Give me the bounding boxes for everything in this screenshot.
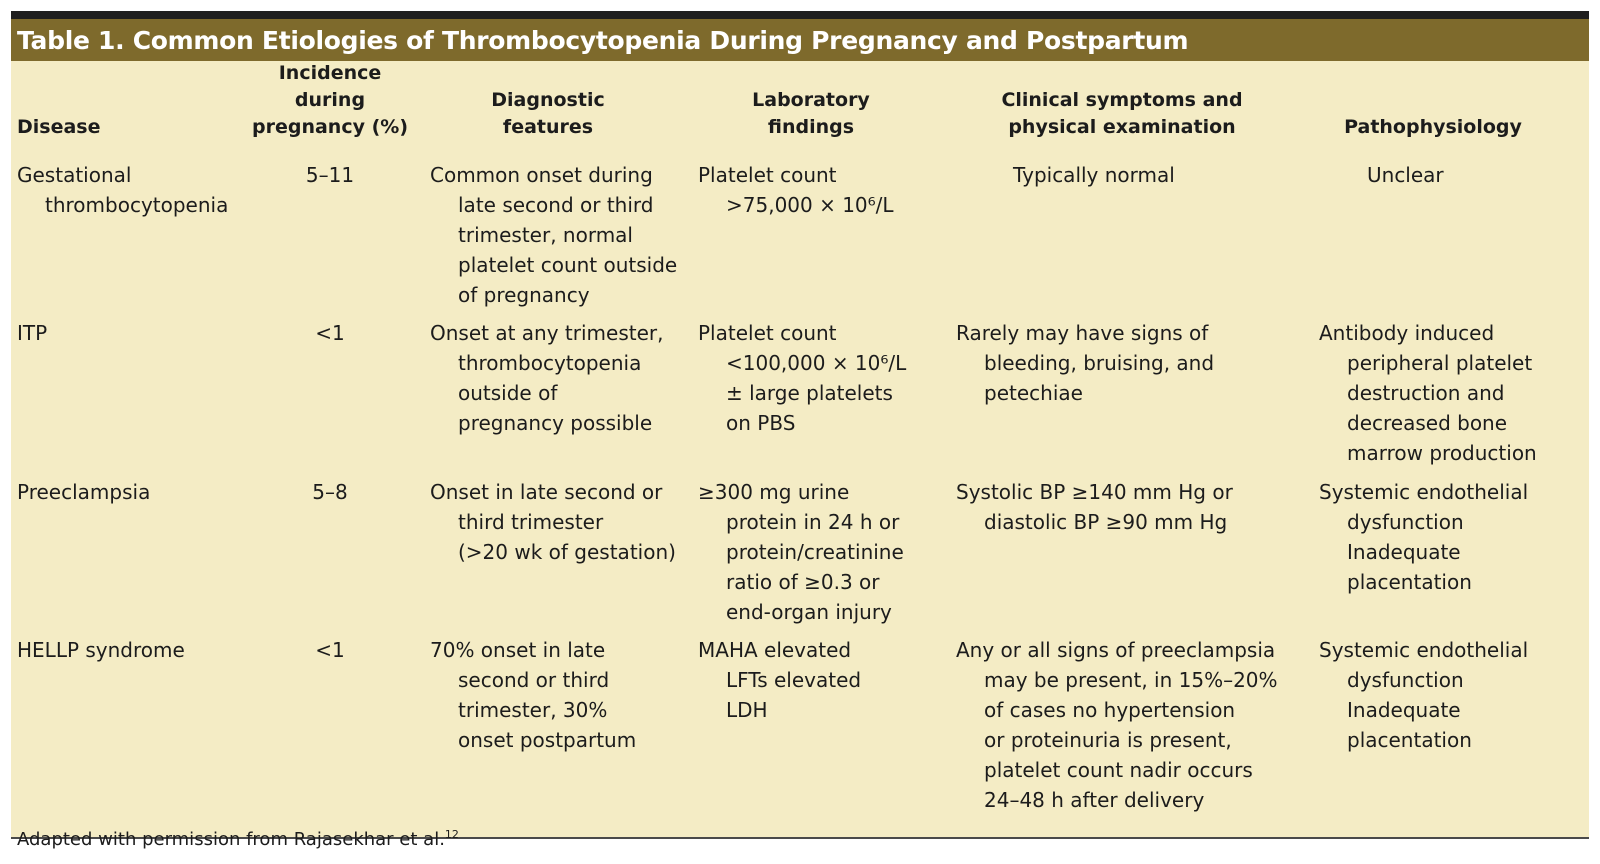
cell-line: protein in 24 h or bbox=[726, 510, 900, 534]
cell-line: petechiae bbox=[984, 381, 1083, 405]
cell-laboratory bbox=[698, 635, 946, 725]
cell-line: third trimester bbox=[458, 510, 604, 534]
cell-line: Inadequate bbox=[1347, 698, 1461, 722]
cell-laboratory bbox=[698, 160, 946, 220]
cell-diagnostic bbox=[430, 160, 698, 310]
cell-incidence bbox=[240, 477, 420, 507]
cell-line: Systemic endothelial bbox=[1319, 480, 1529, 504]
cell-line: bleeding, bruising, and bbox=[984, 351, 1215, 375]
cell-line: of pregnancy bbox=[458, 283, 590, 307]
cell-line: 5–11 bbox=[305, 163, 355, 187]
cell-line: placentation bbox=[1347, 570, 1472, 594]
cell-line: Systolic BP ≥140 mm Hg or bbox=[956, 480, 1233, 504]
cell-line: diastolic BP ≥90 mm Hg bbox=[984, 510, 1228, 534]
cell-line: MAHA elevated bbox=[698, 638, 852, 662]
cell-line: Typically normal bbox=[1013, 163, 1175, 187]
cell-incidence bbox=[240, 318, 420, 348]
cell-pathophysiology bbox=[1319, 635, 1587, 755]
cell-line: dysfunction bbox=[1347, 510, 1464, 534]
cell-line: Platelet count bbox=[698, 321, 837, 345]
cell-clinical bbox=[956, 635, 1316, 815]
cell-line: Onset at any trimester, bbox=[430, 321, 664, 345]
cell-laboratory bbox=[698, 318, 946, 438]
cell-line: onset postpartum bbox=[458, 728, 637, 752]
cell-line: HELLP syndrome bbox=[17, 638, 185, 662]
cell-laboratory bbox=[698, 477, 946, 627]
cell-line: ≥300 mg urine bbox=[698, 480, 850, 504]
cell-line: 24–48 h after delivery bbox=[984, 788, 1205, 812]
cell-line: trimester, 30% bbox=[458, 698, 608, 722]
cell-line: 5–8 bbox=[312, 480, 348, 504]
cell-pathophysiology bbox=[1319, 318, 1587, 468]
footnote-reference: 12 bbox=[444, 828, 459, 841]
cell-line: second or third bbox=[458, 668, 610, 692]
cell-line: placentation bbox=[1347, 728, 1472, 752]
cell-line: on PBS bbox=[726, 411, 796, 435]
cell-clinical bbox=[956, 477, 1316, 537]
cell-line: <1 bbox=[315, 638, 345, 662]
table-title: Table 1. Common Etiologies of Thrombocytopenia During Pregnancy and Postpartum bbox=[17, 26, 1189, 55]
cell-line: dysfunction bbox=[1347, 668, 1464, 692]
cell-line: late second or third bbox=[458, 193, 654, 217]
cell-line: may be present, in 15%–20% bbox=[984, 668, 1278, 692]
header-clinical: Clinical symptoms and physical examination bbox=[1001, 89, 1243, 138]
cell-line: marrow production bbox=[1347, 441, 1537, 465]
cell-line: LDH bbox=[726, 698, 768, 722]
cell-line: Rarely may have signs of bbox=[956, 321, 1209, 345]
cell-line: thrombocytopenia bbox=[458, 351, 642, 375]
header-pathophysiology: Pathophysiology bbox=[1344, 116, 1522, 138]
cell-line: Systemic endothelial bbox=[1319, 638, 1529, 662]
cell-line: Inadequate bbox=[1347, 540, 1461, 564]
title-bar bbox=[11, 19, 1589, 61]
cell-incidence bbox=[240, 635, 420, 665]
cell-disease bbox=[17, 635, 242, 665]
cell-line: Preeclampsia bbox=[17, 480, 151, 504]
header-disease: Disease bbox=[17, 116, 101, 138]
cell-line: ± large platelets bbox=[726, 381, 893, 405]
cell-line: 70% onset in late bbox=[430, 638, 606, 662]
cell-line: or proteinuria is present, bbox=[984, 728, 1232, 752]
footnote bbox=[17, 828, 459, 850]
cell-line: platelet count nadir occurs bbox=[984, 758, 1253, 782]
cell-pathophysiology bbox=[1367, 160, 1600, 190]
cell-line: pregnancy possible bbox=[458, 411, 653, 435]
cell-line: trimester, normal bbox=[458, 223, 633, 247]
cell-line: of cases no hypertension bbox=[984, 698, 1236, 722]
cell-line: thrombocytopenia bbox=[45, 193, 229, 217]
cell-line: decreased bone bbox=[1347, 411, 1508, 435]
cell-diagnostic bbox=[430, 318, 698, 438]
cell-line: destruction and bbox=[1347, 381, 1505, 405]
cell-line: end-organ injury bbox=[726, 600, 892, 624]
footnote-text: Adapted with permission from Rajasekhar et al. bbox=[17, 829, 445, 850]
cell-clinical bbox=[1013, 160, 1373, 190]
cell-line: Any or all signs of preeclampsia bbox=[956, 638, 1276, 662]
cell-line: Gestational bbox=[17, 163, 132, 187]
top-rule bbox=[11, 11, 1589, 19]
cell-line: (>20 wk of gestation) bbox=[458, 540, 676, 564]
cell-diagnostic bbox=[430, 477, 698, 567]
cell-clinical bbox=[956, 318, 1316, 408]
cell-line: outside of bbox=[458, 381, 558, 405]
cell-line: ratio of ≥0.3 or bbox=[726, 570, 880, 594]
cell-line: >75,000 × 10⁶/L bbox=[726, 193, 894, 217]
cell-line: Onset in late second or bbox=[430, 480, 663, 504]
cell-diagnostic bbox=[430, 635, 698, 755]
cell-line: peripheral platelet bbox=[1347, 351, 1533, 375]
cell-line: LFTs elevated bbox=[726, 668, 862, 692]
cell-disease bbox=[17, 160, 242, 220]
cell-line: <1 bbox=[315, 321, 345, 345]
cell-line: Platelet count bbox=[698, 163, 837, 187]
cell-disease bbox=[17, 318, 242, 348]
cell-disease bbox=[17, 477, 242, 507]
cell-line: <100,000 × 10⁶/L bbox=[726, 351, 907, 375]
table-container bbox=[11, 11, 1589, 839]
cell-line: platelet count outside bbox=[458, 253, 678, 277]
header-incidence: Incidence during pregnancy (%) bbox=[252, 62, 408, 138]
cell-incidence bbox=[240, 160, 420, 190]
cell-pathophysiology bbox=[1319, 477, 1587, 597]
cell-line: Antibody induced bbox=[1319, 321, 1495, 345]
cell-line: Common onset during bbox=[430, 163, 653, 187]
cell-line: Unclear bbox=[1367, 163, 1444, 187]
header-diagnostic: Diagnostic features bbox=[491, 89, 605, 138]
cell-line: protein/creatinine bbox=[726, 540, 904, 564]
header-laboratory: Laboratory findings bbox=[752, 89, 870, 138]
cell-line: ITP bbox=[17, 321, 48, 345]
